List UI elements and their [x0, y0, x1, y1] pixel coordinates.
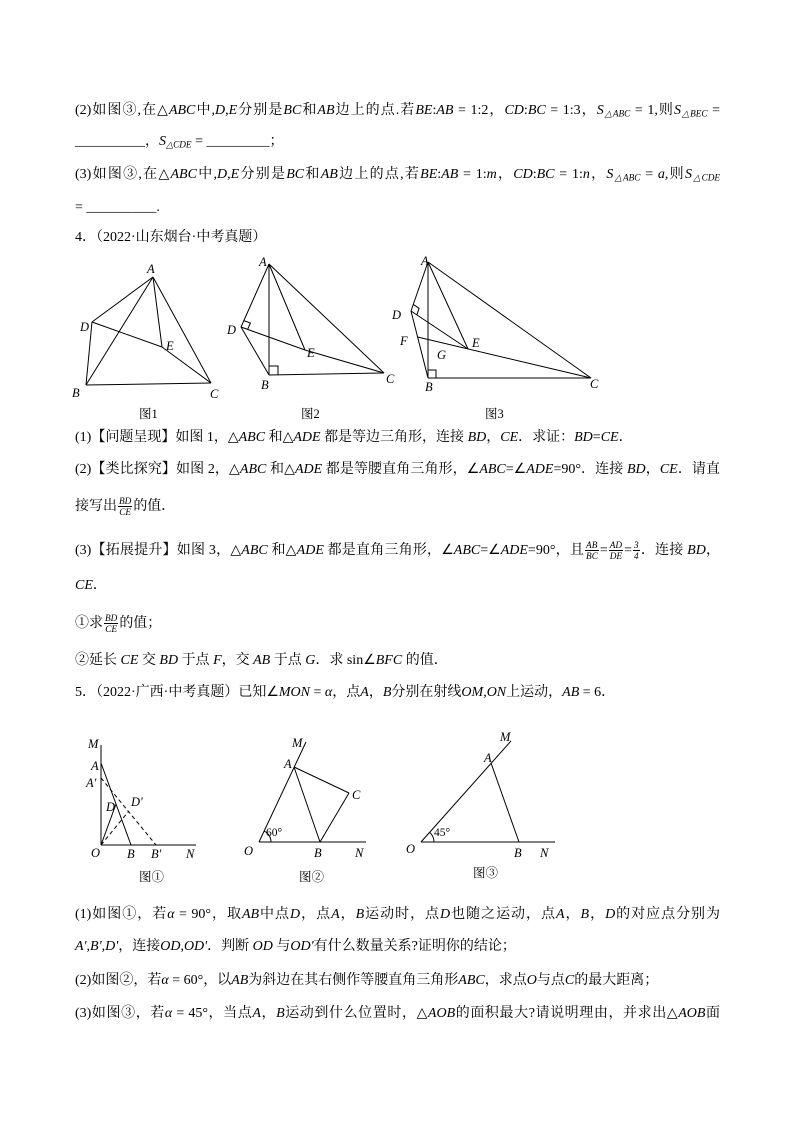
text-run: 5．（2022·广西·中考真题）已知: [75, 685, 267, 700]
math-italic: S: [606, 167, 614, 182]
text-run: ．请直: [677, 462, 721, 477]
right-angle-mark-b: [428, 370, 436, 378]
text-run: ，: [260, 1006, 277, 1021]
math-italic: ABC: [458, 973, 485, 988]
point-label-b: B: [425, 380, 433, 394]
math-italic: α: [164, 1006, 173, 1021]
text-run: 分别是: [237, 103, 284, 118]
math-italic: CE: [75, 578, 93, 593]
math-italic: α: [324, 685, 333, 700]
math-upright: :: [523, 103, 528, 118]
subscript: △ABC: [603, 108, 631, 119]
segment-ad: [411, 262, 428, 311]
math-upright: △: [282, 430, 294, 445]
math-upright: ∠: [266, 685, 279, 700]
math-italic: ON: [486, 685, 507, 700]
math-upright: △: [285, 543, 297, 558]
text-run: ，当点: [207, 1006, 253, 1021]
math-upright: △: [284, 462, 295, 477]
text-run: ，: [339, 907, 356, 922]
math-upright: =: [624, 543, 632, 558]
segment-bc: [269, 373, 384, 375]
text-run: ，交: [221, 653, 254, 668]
math-italic: CE: [500, 430, 519, 445]
text-run: 分别在射线: [391, 685, 462, 700]
q4-figure-2: [226, 255, 395, 421]
segment-bc: [86, 383, 211, 385]
figure-caption: 图②: [299, 870, 325, 884]
text-run: ．求证：: [518, 430, 575, 445]
math-italic: BD: [626, 462, 646, 477]
text-run: ,则: [664, 167, 685, 182]
text-run: ①求: [75, 616, 103, 631]
text-run: 于点: [178, 653, 214, 668]
text-run: ,则: [654, 103, 674, 118]
point-label-m: M: [500, 730, 511, 744]
math-italic: BFC: [375, 653, 403, 668]
text-run: ，: [496, 167, 514, 182]
segment-de: [241, 327, 305, 350]
math-upright: △: [416, 1006, 428, 1021]
point-label-o: O: [244, 844, 254, 858]
math-upright: ,: [101, 939, 106, 954]
text-run: 的值．: [133, 499, 176, 514]
math-upright: = _________: [191, 134, 270, 149]
math-italic: CD: [504, 103, 524, 118]
math-italic: S: [159, 134, 166, 149]
math-italic: n: [582, 167, 590, 182]
math-italic: O: [526, 973, 537, 988]
point-label-d: D: [392, 308, 402, 322]
point-label-n: N: [355, 846, 364, 860]
math-upright: = 45°: [172, 1006, 208, 1021]
text-run: 上运动，: [506, 685, 563, 700]
point-label-m: M: [88, 737, 99, 751]
math-upright: =: [592, 430, 601, 445]
text-run: 的值．: [402, 653, 448, 668]
text-run: ，: [486, 430, 501, 445]
math-italic: m: [486, 167, 497, 182]
math-italic: BD: [159, 653, 179, 668]
math-italic: α: [161, 973, 169, 988]
math-italic: BD: [574, 430, 593, 445]
math-italic: BC: [286, 167, 305, 182]
point-label-b: B: [72, 386, 80, 400]
text-run: 与点: [536, 973, 565, 988]
text-run: 的最大距离；: [574, 973, 659, 988]
segment-ab: [491, 763, 519, 842]
segment-ab: [294, 767, 320, 842]
math-italic: BE: [420, 167, 438, 182]
math-upright: :: [432, 103, 437, 118]
math-italic: D: [290, 907, 301, 922]
math-italic: AB: [562, 685, 580, 700]
math-italic: ABC: [239, 462, 267, 477]
text-run: 分别是: [239, 167, 287, 182]
text-run: 都是等腰直角三角形，: [322, 462, 467, 477]
math-italic: CE: [120, 653, 139, 668]
figure-caption: 图1: [139, 407, 158, 421]
math-italic: AB: [317, 103, 335, 118]
text-run: .: [156, 200, 160, 215]
point-label-a: A: [484, 751, 492, 765]
point-label-a-prime: A': [86, 776, 97, 790]
text-run: 和: [265, 430, 283, 445]
math-italic: BE: [415, 103, 433, 118]
math-italic: G: [305, 653, 316, 668]
angle-label: 60°: [266, 827, 283, 839]
text-run: 和: [301, 103, 318, 118]
math-italic: F: [213, 653, 222, 668]
point-label-b: B: [261, 378, 269, 392]
math-upright: = 1:2: [453, 103, 489, 118]
math-italic: CE: [600, 430, 619, 445]
text-run: (1)【问题呈现】如图 1，: [75, 430, 228, 445]
math-upright: ,: [483, 685, 487, 700]
math-italic: S: [673, 103, 681, 118]
fraction-denominator: 4: [633, 551, 639, 562]
q5-figure-2: [244, 736, 366, 884]
math-italic: AOB: [678, 1006, 706, 1021]
segment-ae: [269, 264, 305, 350]
point-label-g: G: [437, 348, 447, 362]
math-italic: D: [605, 907, 616, 922]
math-italic: D: [215, 103, 226, 118]
point-label-o: O: [91, 846, 101, 860]
text-run: ，: [488, 103, 505, 118]
text-run: ．: [92, 578, 107, 593]
math-upright: △: [229, 462, 240, 477]
math-italic: AB: [241, 907, 260, 922]
math-italic: D: [216, 167, 228, 182]
math-italic: A: [331, 907, 340, 922]
math-italic: AB: [231, 973, 249, 988]
text-run: ，取: [211, 907, 242, 922]
point-label-c: C: [590, 377, 599, 391]
text-run: ．连接: [580, 462, 627, 477]
figure-caption: 图①: [139, 870, 165, 884]
math-italic: OM: [461, 685, 484, 700]
q5-figure-1: [85, 737, 196, 884]
figure-segments: [86, 277, 211, 385]
math-italic: AB: [320, 167, 338, 182]
math-italic: OD: [160, 939, 181, 954]
text-run: 运动到什么位置时，: [284, 1006, 417, 1021]
figure-caption: 图3: [485, 407, 504, 421]
point-label-d: D: [227, 323, 237, 337]
text-run: ，点: [300, 907, 332, 922]
math-italic: OD': [290, 939, 314, 954]
figure-caption: 图③: [473, 866, 499, 880]
point-label-d: D: [106, 800, 116, 814]
point-label-d-prime: D': [131, 795, 143, 809]
text-run: ，: [645, 462, 660, 477]
math-italic: A: [360, 685, 369, 700]
text-run: 中点: [259, 907, 290, 922]
math-italic: BD: [467, 430, 487, 445]
text-run: 有什么数量关系?证明你的结论；: [313, 939, 516, 954]
math-upright: △: [157, 103, 169, 118]
text-run: ．求: [315, 653, 347, 668]
math-italic: BD: [687, 543, 706, 558]
math-italic: CD: [513, 167, 533, 182]
point-label-c: C: [352, 788, 361, 802]
segment-ae: [153, 277, 162, 347]
text-run: (3)如图③，若: [75, 1006, 165, 1021]
text-run: 于点: [270, 653, 306, 668]
figure-caption: 图2: [301, 407, 320, 421]
math-upright: :: [532, 167, 537, 182]
point-label-c: C: [210, 387, 219, 401]
math-upright: △: [158, 167, 171, 182]
fraction-numerator: AB: [586, 540, 598, 551]
text-run: ，: [580, 103, 597, 118]
math-italic: ABC: [238, 430, 266, 445]
q5-figure-3: [406, 730, 555, 880]
math-upright: = 90°: [174, 907, 212, 922]
point-label-e: E: [166, 339, 174, 353]
text-run: (2)如图③,在: [75, 103, 158, 118]
math-italic: A: [252, 1006, 261, 1021]
right-angle-mark-b: [269, 366, 278, 375]
math-italic: S: [596, 103, 604, 118]
text-run: ，: [589, 167, 607, 182]
angle-label: 45°: [434, 827, 451, 839]
point-label-n: N: [540, 846, 549, 860]
math-upright: ,: [86, 939, 91, 954]
point-label-m: M: [292, 736, 303, 750]
subscript: △CDE: [166, 139, 192, 150]
math-upright: △: [227, 430, 239, 445]
math-italic: ADE: [296, 543, 324, 558]
math-upright: =: [707, 103, 721, 118]
math-upright: ∠: [441, 543, 454, 558]
math-italic: A: [556, 907, 565, 922]
math-italic: ADE: [500, 543, 528, 558]
text-run: 面: [705, 1006, 721, 1021]
math-italic: OD: [252, 939, 273, 954]
text-run: ,: [225, 103, 229, 118]
text-run: ②延长: [75, 653, 121, 668]
math-upright: = 1:3: [545, 103, 581, 118]
math-upright: =: [640, 167, 658, 182]
math-italic: ADE: [293, 430, 321, 445]
text-run: ．: [618, 430, 633, 445]
math-italic: D': [105, 939, 119, 954]
segment-ad: [92, 277, 153, 322]
math-italic: BC: [527, 103, 546, 118]
point-label-a: A: [284, 757, 292, 771]
text-run: ；: [269, 134, 284, 149]
segment-ab: [86, 277, 153, 385]
subscript: △BEC: [680, 108, 708, 119]
math-upright: =: [310, 685, 325, 700]
text-run: 为斜边在其右侧作等腰直角三角形: [248, 973, 459, 988]
text-run: 和: [266, 462, 285, 477]
point-label-a: A: [147, 262, 155, 276]
math-upright: = 1:: [458, 167, 487, 182]
text-run: 运动时，点: [364, 907, 441, 922]
fraction-denominator: CE: [105, 624, 118, 635]
text-run: 4．（2022·山东烟台·中考真题）: [75, 230, 267, 245]
math-italic: AB: [441, 167, 459, 182]
math-upright: sin∠: [346, 653, 376, 668]
math-upright: = 6: [579, 685, 602, 700]
text-run: 都是等边三角形，连接: [320, 430, 468, 445]
math-italic: E: [230, 167, 240, 182]
math-upright: =∠: [505, 462, 527, 477]
math-italic: ABC: [170, 167, 197, 182]
fraction-denominator: CE: [119, 507, 132, 518]
text-run: 中,: [195, 103, 216, 118]
text-run: ，: [368, 685, 383, 700]
text-run: (3)如图③,在: [75, 167, 159, 182]
math-italic: E: [228, 103, 238, 118]
math-italic: BC: [283, 103, 302, 118]
text-run: (2)【类比探究】如图 2，: [75, 462, 230, 477]
text-run: ，: [145, 134, 159, 149]
math-italic: ABC: [479, 462, 506, 477]
segment-bc: [320, 793, 349, 842]
point-label-b: B: [127, 847, 135, 861]
segment-de: [92, 322, 162, 347]
math-upright: ,: [180, 939, 184, 954]
text-run: ．判断: [207, 939, 253, 954]
math-upright: =90°: [553, 462, 581, 477]
point-label-n: N: [186, 847, 195, 861]
subscript: △CDE: [691, 172, 721, 183]
segment-ac: [153, 277, 211, 383]
text-run: 与: [272, 939, 291, 954]
text-run: ．: [601, 685, 616, 700]
fraction-numerator: AD: [609, 540, 623, 551]
math-italic: B: [276, 1006, 285, 1021]
math-italic: B: [580, 907, 590, 922]
text-run: 也随之运动，点: [450, 907, 556, 922]
point-label-o: O: [406, 842, 416, 856]
math-italic: ABC: [241, 543, 268, 558]
text-run: 边上的点,若: [337, 167, 421, 182]
text-run: 和: [304, 167, 321, 182]
text-run: 都是直角三角形，: [323, 543, 442, 558]
text-run: 和: [267, 543, 286, 558]
math-upright: = 1:: [554, 167, 583, 182]
math-upright: △: [230, 543, 242, 558]
math-italic: α: [167, 907, 175, 922]
q4-figure-1: [72, 262, 219, 421]
math-upright: = 1: [630, 103, 655, 118]
text-run: ，: [589, 907, 606, 922]
math-upright: =∠: [480, 543, 501, 558]
point-label-e: E: [307, 346, 315, 360]
fraction-numerator: 3: [633, 540, 639, 551]
text-run: ．连接: [640, 543, 688, 558]
text-run: ，求点: [484, 973, 527, 988]
math-italic: C: [564, 973, 575, 988]
text-run: (3)【拓展提升】如图 3，: [75, 543, 231, 558]
segment-bd: [241, 327, 269, 375]
math-upright: △: [666, 1006, 679, 1021]
text-run: ，: [564, 907, 581, 922]
math-italic: a: [657, 167, 665, 182]
math-italic: ADE: [526, 462, 554, 477]
math-italic: B': [90, 939, 102, 954]
math-italic: D: [440, 907, 451, 922]
math-italic: BC: [536, 167, 555, 182]
segment-ac: [294, 767, 349, 793]
math-upright: :: [437, 167, 442, 182]
q4-figure-3: [391, 254, 599, 421]
math-italic: B: [355, 907, 365, 922]
text-run: (1)如图①，若: [75, 907, 168, 922]
math-upright: =: [599, 543, 608, 558]
point-label-b: B: [514, 846, 522, 860]
point-label-f: F: [400, 334, 408, 348]
subscript: △ABC: [613, 172, 641, 183]
math-upright: __________: [75, 134, 145, 149]
text-run: ，: [705, 543, 721, 558]
point-label-d: D: [80, 320, 90, 334]
text-run: ，连接: [118, 939, 161, 954]
math-upright: ∠: [466, 462, 480, 477]
math-italic: AOB: [427, 1006, 456, 1021]
math-upright: =90°: [527, 543, 556, 558]
text-run: 的面积最大?请说明理由，并求出: [455, 1006, 667, 1021]
math-upright: = 60°: [168, 973, 204, 988]
segment-ac: [428, 262, 591, 378]
text-run: ,: [227, 167, 231, 182]
text-run: 接写出: [75, 499, 117, 514]
math-italic: S: [684, 167, 692, 182]
math-italic: ABC: [168, 103, 196, 118]
point-label-a: A: [91, 759, 99, 773]
math-italic: ABC: [453, 543, 481, 558]
math-italic: B: [382, 685, 392, 700]
math-italic: MON: [278, 685, 311, 700]
fraction-numerator: BD: [105, 613, 118, 624]
math-italic: AB: [436, 103, 454, 118]
math-italic: AB: [253, 653, 271, 668]
text-run: 的值；: [119, 616, 162, 631]
point-label-c: C: [386, 372, 395, 386]
text-run: 的对应点分别为: [615, 907, 721, 922]
text-run: (2)如图②，若: [75, 973, 162, 988]
text-run: ，点: [332, 685, 361, 700]
text-run: 交: [138, 653, 160, 668]
math-italic: CE: [659, 462, 678, 477]
text-run: 边上的点.若: [334, 103, 416, 118]
math-italic: OD': [183, 939, 208, 954]
math-italic: A': [75, 939, 87, 954]
point-label-b: B: [314, 846, 322, 860]
point-label-e: E: [472, 336, 480, 350]
fraction-denominator: BC: [586, 551, 598, 562]
point-label-a: A: [259, 255, 267, 269]
segment-ad: [241, 264, 269, 327]
math-upright: = __________: [75, 200, 157, 215]
math-italic: ADE: [294, 462, 323, 477]
fraction-denominator: DE: [609, 551, 623, 562]
text-run: 中,: [196, 167, 217, 182]
figure-segments: [101, 745, 196, 845]
point-label-a: A: [421, 254, 429, 268]
fraction-numerator: BD: [119, 496, 132, 507]
text-run: ，以: [203, 973, 232, 988]
text-run: ，且: [555, 543, 585, 558]
point-label-b-prime: B': [151, 847, 162, 861]
